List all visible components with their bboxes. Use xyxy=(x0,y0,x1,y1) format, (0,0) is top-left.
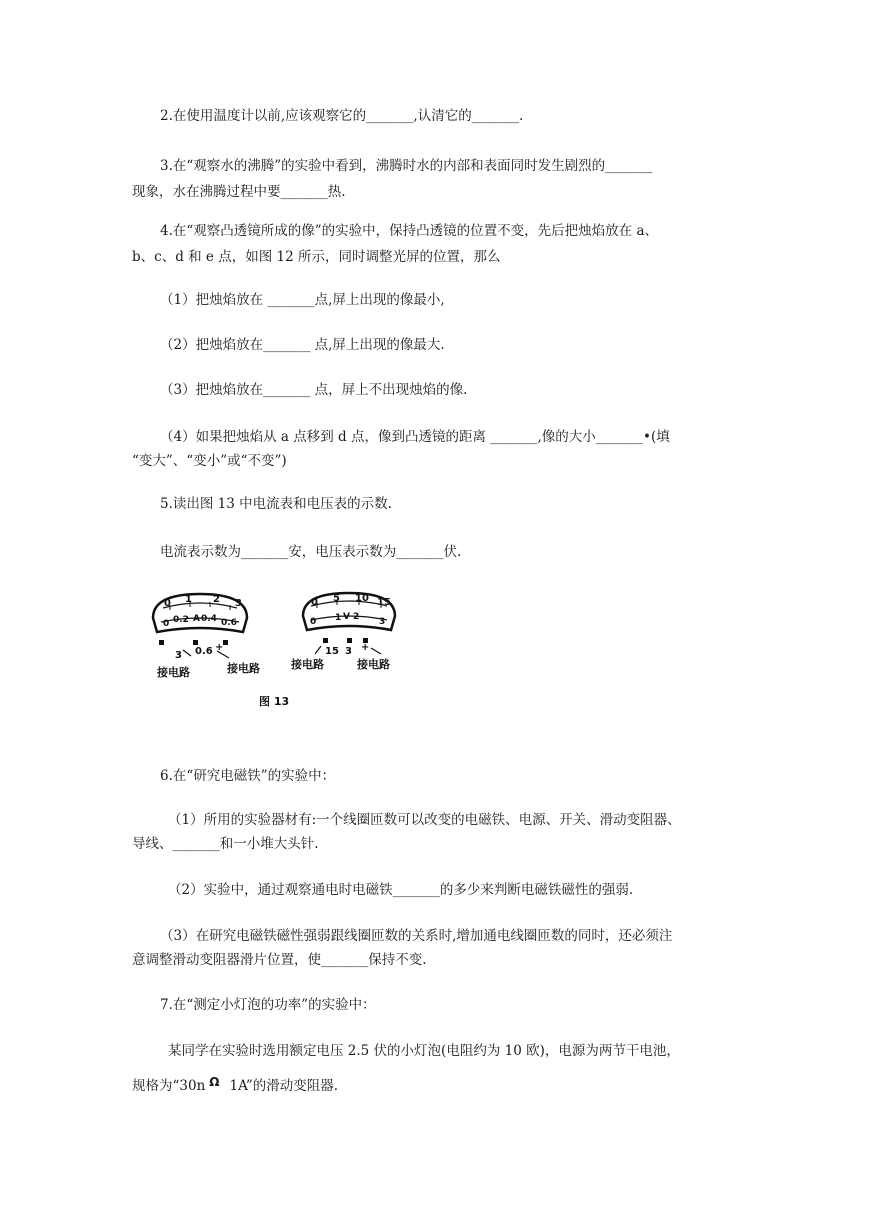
question-4-line-1: 4.在“观察凸透镜所成的像”的实验中，保持凸透镜的位置不变，先后把烛焰放在 a、 xyxy=(160,223,659,239)
question-4-sub-3: （3）把烛焰放在_______ 点，屏上不出现烛焰的像. xyxy=(160,382,468,398)
question-7-line-3-a: 规格为“30n xyxy=(132,1078,206,1094)
ammeter-top-2: 2 xyxy=(213,594,220,605)
ammeter-unit: A xyxy=(193,614,200,624)
voltmeter-top-15: 15 xyxy=(377,597,391,608)
ammeter-terminal-0.6: 0.6 xyxy=(195,646,213,657)
ammeter-top-0: 0 xyxy=(164,598,171,609)
figure-13-meters xyxy=(145,588,405,710)
question-4-sub-2: （2）把烛焰放在_______ 点,屏上出现的像最大. xyxy=(160,337,445,353)
question-7-line-3 xyxy=(132,1073,752,1099)
question-5-line-1: 5.读出图 13 中电流表和电压表的示数. xyxy=(160,496,392,512)
figure-13-caption: 图 13 xyxy=(259,695,290,708)
voltmeter-bottom-2: 2 xyxy=(353,612,360,622)
voltmeter-top-5: 5 xyxy=(333,593,340,604)
question-6-sub-1-line-1: （1）所用的实验器材有:一个线圈匝数可以改变的电磁铁、电源、开关、滑动变阻器、 xyxy=(168,812,681,828)
voltmeter-top-10: 10 xyxy=(355,593,369,604)
ammeter-bottom-0.2: 0.2 xyxy=(173,615,189,625)
voltmeter-unit: V xyxy=(343,612,350,622)
question-6-sub-3-line-1: （3）在研究电磁铁磁性强弱跟线圈匝数的关系时,增加通电线圈匝数的同时，还必须注 xyxy=(160,928,673,944)
ammeter-label-right: 接电路 xyxy=(227,662,260,675)
voltmeter xyxy=(290,593,395,671)
question-6-sub-2: （2）实验中，通过观察通电时电磁铁_______的多少来判断电磁铁磁性的强弱. xyxy=(168,882,634,898)
question-6-sub-3-line-2: 意调整滑动变阻器滑片位置，使_______保持不变. xyxy=(132,952,427,968)
ammeter-top-3: 3 xyxy=(235,598,242,609)
question-6-line-1: 6.在“研究电磁铁”的实验中： xyxy=(160,768,336,784)
ammeter-label-left: 接电路 xyxy=(157,666,190,679)
question-2: 2.在使用温度计以前,应该观察它的_______,认清它的_______. xyxy=(160,108,524,124)
question-7-line-2: 某同学在实验时选用额定电压 2.5 伏的小灯泡(电阻约为 10 欧)，电源为两节干电池， xyxy=(168,1043,680,1059)
question-6-sub-1-line-2: 导线、_______和一小堆大头针. xyxy=(132,836,319,852)
question-4-line-2: b、c、d 和 e 点，如图 12 所示，同时调整光屏的位置，那么 xyxy=(132,249,501,265)
voltmeter-label-right: 接电路 xyxy=(357,658,390,671)
question-4-sub-4-line-1: （4）如果把烛焰从 a 点移到 d 点，像到凸透镜的距离 _______,像的大小_______•(填 xyxy=(160,429,670,445)
ammeter-bottom-0: 0 xyxy=(163,619,170,629)
ammeter-terminal-plus: + xyxy=(215,642,224,653)
question-5-line-2: 电流表示数为_______安，电压表示数为_______伏. xyxy=(160,544,462,560)
question-7-line-3-b: 1A”的滑动变阻器. xyxy=(229,1078,339,1094)
ammeter-bottom-0.4: 0.4 xyxy=(201,614,217,624)
voltmeter-terminal-plus: + xyxy=(361,642,370,653)
ammeter-bottom-0.6: 0.6 xyxy=(221,618,237,628)
voltmeter-terminal-3: 3 xyxy=(345,646,352,657)
voltmeter-label-left: 接电路 xyxy=(291,658,324,671)
voltmeter-bottom-0: 0 xyxy=(310,617,317,627)
question-4-sub-4-line-2: “变大”、“变小”或“不变”) xyxy=(132,453,287,469)
ammeter-terminal-3: 3 xyxy=(175,650,182,661)
voltmeter-bottom-3: 3 xyxy=(379,617,386,627)
voltmeter-terminal-15: 15 xyxy=(325,646,339,657)
voltmeter-bottom-1: 1 xyxy=(335,613,342,623)
ammeter xyxy=(153,594,260,679)
ammeter-top-1: 1 xyxy=(185,594,192,605)
question-3-line-2: 现象，水在沸腾过程中要_______热. xyxy=(132,184,346,200)
question-3-line-1: 3.在“观察水的沸腾”的实验中看到，沸腾时水的内部和表面同时发生剧烈的_______ xyxy=(160,158,653,174)
omega-symbol: Ω xyxy=(209,1075,220,1089)
question-4-sub-1: （1）把烛焰放在 _______点,屏上出现的像最小, xyxy=(160,292,445,308)
voltmeter-top-0: 0 xyxy=(311,597,318,608)
question-7-line-1: 7.在“测定小灯泡的功率”的实验中： xyxy=(160,997,376,1013)
